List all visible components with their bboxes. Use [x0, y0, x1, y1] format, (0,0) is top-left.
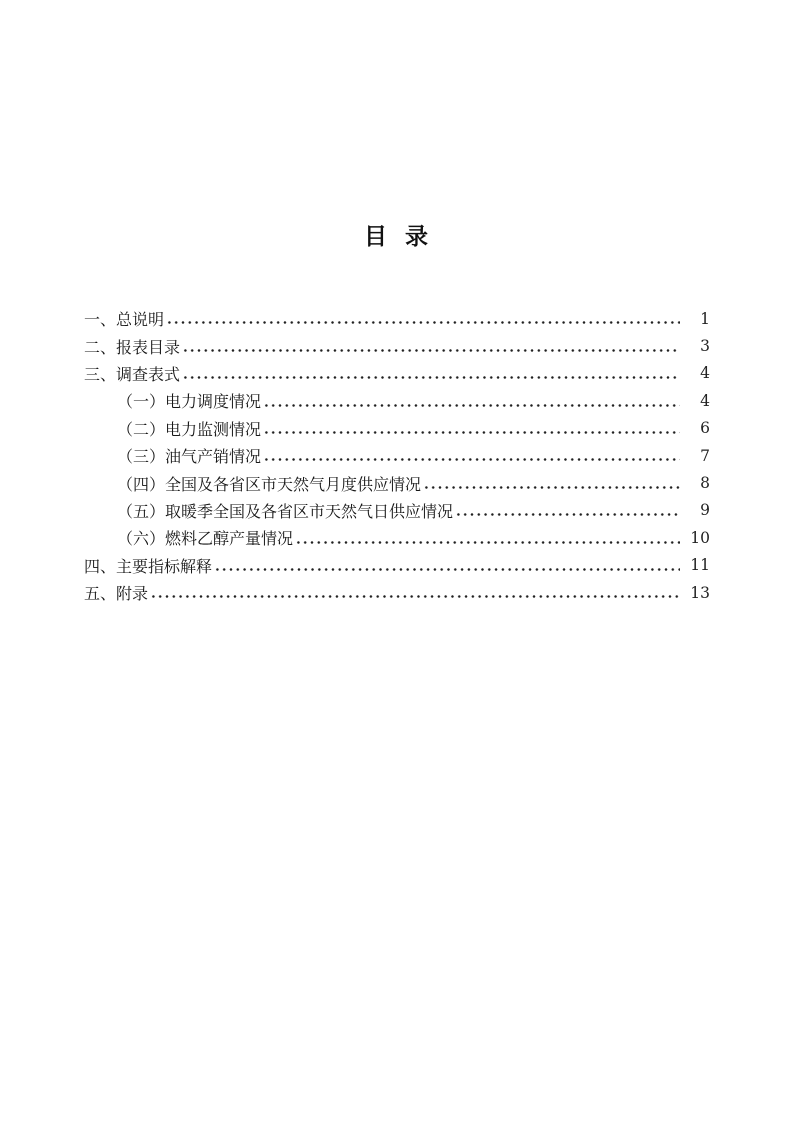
table-of-contents	[84, 305, 710, 606]
toc-entry-label: （三）油气产销情况	[117, 449, 262, 467]
toc-leader-dots	[182, 332, 680, 359]
toc-entry[interactable]	[84, 332, 710, 359]
toc-entry[interactable]	[84, 552, 710, 579]
toc-entry[interactable]	[84, 469, 710, 496]
toc-leader-dots	[295, 524, 680, 551]
page-title: 目 录	[363, 224, 430, 249]
toc-entry[interactable]	[84, 387, 710, 414]
toc-entry-label: （六）燃料乙醇产量情况	[117, 531, 294, 549]
toc-entry-label: （四）全国及各省区市天然气月度供应情况	[117, 476, 422, 494]
toc-entry-page: 3	[700, 337, 710, 356]
toc-entry[interactable]	[84, 497, 710, 524]
toc-entry-label: （五）取暖季全国及各省区市天然气日供应情况	[117, 503, 454, 521]
toc-entry-page: 9	[700, 501, 710, 520]
toc-entry-label: （二）电力监测情况	[117, 421, 262, 439]
toc-entry-page: 11	[690, 556, 710, 575]
toc-entry-label: 一、总说明	[84, 312, 165, 330]
toc-entry[interactable]	[84, 360, 710, 387]
toc-entry-page: 4	[700, 391, 710, 410]
toc-entry[interactable]	[84, 442, 710, 469]
toc-entry-page: 4	[700, 364, 710, 383]
toc-entry[interactable]	[84, 579, 710, 606]
toc-entry-label: 三、调查表式	[84, 366, 181, 384]
toc-entry-page: 6	[700, 419, 710, 438]
toc-leader-dots	[166, 305, 680, 332]
toc-entry-label: 二、报表目录	[84, 339, 181, 357]
toc-entry-page: 1	[700, 309, 710, 328]
toc-entry-page: 13	[690, 583, 710, 602]
toc-entry[interactable]	[84, 524, 710, 551]
toc-leader-dots	[263, 387, 680, 414]
toc-entry[interactable]	[84, 305, 710, 332]
toc-leader-dots	[455, 497, 680, 524]
toc-leader-dots	[263, 415, 680, 442]
toc-entry-label: 四、主要指标解释	[84, 558, 213, 576]
toc-leader-dots	[263, 442, 680, 469]
toc-leader-dots	[182, 360, 680, 387]
toc-entry-page: 7	[700, 446, 710, 465]
toc-leader-dots	[214, 552, 680, 579]
toc-entry-page: 10	[690, 528, 710, 547]
toc-entry-label: 五、附录	[84, 586, 149, 604]
toc-entry-label: （一）电力调度情况	[117, 394, 262, 412]
toc-leader-dots	[150, 579, 680, 606]
toc-leader-dots	[423, 469, 680, 496]
toc-entry[interactable]	[84, 415, 710, 442]
toc-entry-page: 8	[700, 474, 710, 493]
